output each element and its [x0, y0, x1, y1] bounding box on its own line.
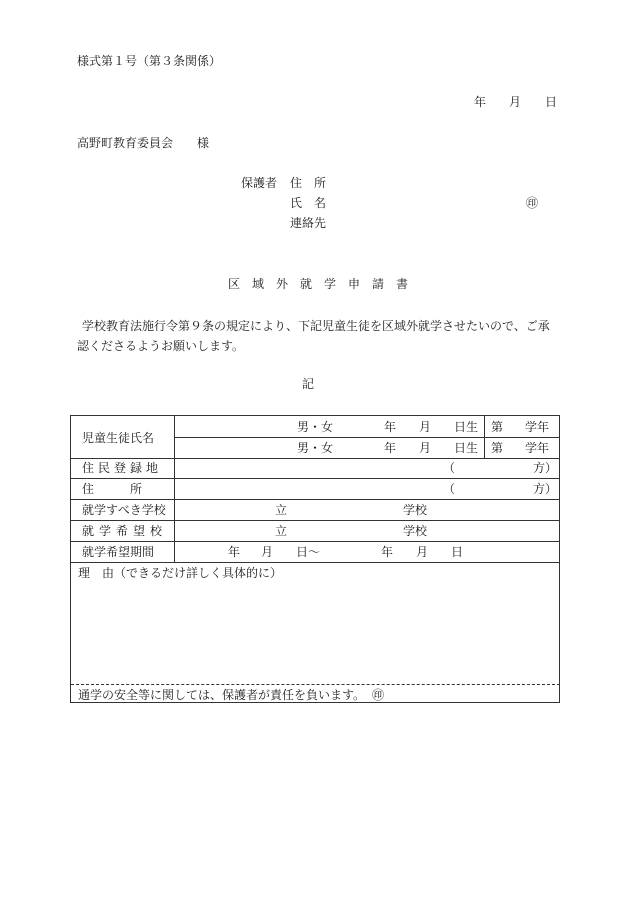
application-form-table	[70, 415, 560, 703]
registered-paren-open: （	[443, 461, 456, 475]
ki-label: 記	[302, 377, 315, 391]
student-2-birth-month: 月	[419, 441, 432, 455]
desired-school-label: 就学希望校	[82, 524, 168, 538]
student-2-grade-prefix: 第	[491, 441, 504, 455]
student-1-grade-suffix: 学年	[525, 420, 550, 434]
assigned-school-label: 就学すべき学校	[82, 503, 166, 517]
safety-statement: 通学の安全等に関しては、保護者が責任を負います。	[78, 688, 366, 702]
period-from-day: 日～	[296, 545, 321, 559]
period-from-month: 月	[261, 545, 274, 559]
desired-school-ritsu: 立	[275, 524, 288, 538]
desired-school-gakko: 学校	[403, 524, 428, 538]
student-2-birth-year: 年	[384, 441, 397, 455]
registered-paren-close: 方）	[533, 461, 558, 475]
period-label: 就学希望期間	[82, 545, 155, 559]
form-number: 様式第１号（第３条関係）	[77, 54, 222, 68]
guardian-seal-icon: ㊞	[526, 196, 539, 210]
student-2-grade-suffix: 学年	[525, 441, 550, 455]
period-to-year: 年	[381, 545, 394, 559]
student-1-grade-prefix: 第	[491, 420, 504, 434]
guardian-name-label: 氏 名	[290, 196, 327, 210]
student-1-birth-year: 年	[384, 420, 397, 434]
student-2-gender: 男・女	[297, 441, 334, 455]
student-1-birth-month: 月	[419, 420, 432, 434]
address-paren-close: 方）	[533, 482, 558, 496]
body-line-2: 認くださるようお願いします。	[77, 339, 245, 353]
assigned-school-ritsu: 立	[275, 503, 288, 517]
registered-address-label: 住民登録地	[82, 461, 163, 475]
student-1-gender: 男・女	[297, 420, 334, 434]
guardian-address-label: 住 所	[290, 176, 327, 190]
safety-seal-icon: ㊞	[372, 688, 385, 702]
guardian-contact-label: 連絡先	[290, 216, 327, 230]
period-to-month: 月	[416, 545, 429, 559]
guardian-label: 保護者	[241, 176, 278, 190]
student-1-birth-day: 日生	[454, 420, 479, 434]
date-month-label: 月	[509, 95, 522, 109]
body-line-1: 学校教育法施行令第９条の規定により、下記児童生徒を区域外就学させたいので、ご承	[70, 319, 550, 333]
date-day-label: 日	[545, 95, 558, 109]
date-year-label: 年	[474, 95, 487, 109]
address-label: 住 所	[82, 482, 143, 496]
period-from-year: 年	[228, 545, 241, 559]
student-name-label: 児童生徒氏名	[82, 431, 155, 445]
addressee: 高野町教育委員会 様	[77, 136, 210, 150]
document-title: 区 域 外 就 学 申 請 書	[228, 277, 409, 291]
period-to-day: 日	[451, 545, 464, 559]
student-2-birth-day: 日生	[454, 441, 479, 455]
reason-label: 理 由（できるだけ詳しく具体的に）	[78, 566, 283, 580]
address-paren-open: （	[443, 482, 456, 496]
assigned-school-gakko: 学校	[403, 503, 428, 517]
